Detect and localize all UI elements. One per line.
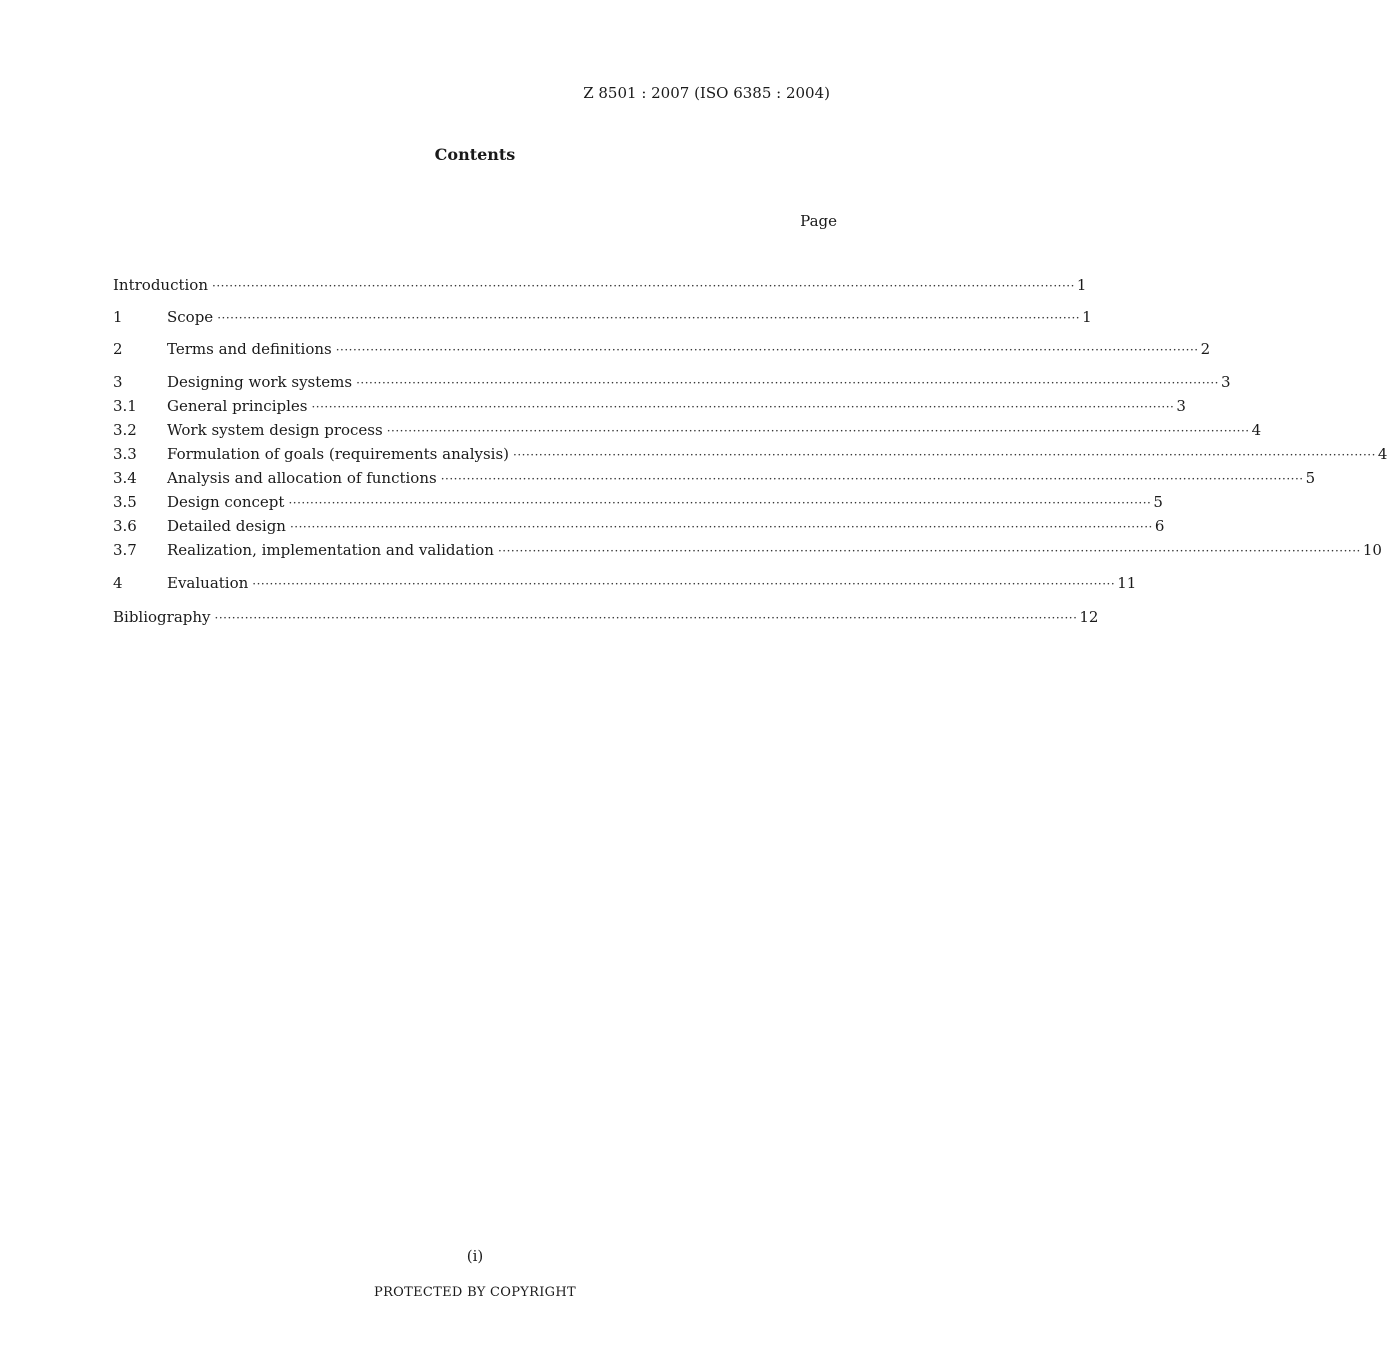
dot-leader: ········································································································································································································ xyxy=(356,376,1219,390)
dot-leader: ········································································································································································································ xyxy=(289,520,1153,534)
toc-entry-page: 11 xyxy=(1117,574,1137,592)
copyright-notice: PROTECTED BY COPYRIGHT xyxy=(374,1285,576,1300)
toc-entry-analysis-allocation[interactable] xyxy=(113,467,1316,489)
toc-entry-number: 3.1 xyxy=(113,397,137,415)
contents-heading: Contents xyxy=(434,145,516,164)
toc-entry-title: Bibliography xyxy=(113,608,211,626)
toc-entry-number: 3.6 xyxy=(113,517,137,535)
dot-leader: ········································································································································································································ xyxy=(252,577,1116,591)
toc-entry-formulation-of-goals[interactable] xyxy=(113,443,1387,465)
toc-entry-number: 1 xyxy=(113,308,123,326)
toc-entry-title: Design concept xyxy=(167,493,285,511)
toc-entry-evaluation[interactable] xyxy=(113,572,1137,594)
dot-leader: ········································································································································································································ xyxy=(288,496,1152,510)
toc-entry-design-concept[interactable] xyxy=(113,491,1163,513)
toc-entry-title: Formulation of goals (requirements analysis) xyxy=(167,445,510,463)
page-column-label: Page xyxy=(800,212,837,230)
toc-entry-general-principles[interactable] xyxy=(113,395,1186,417)
toc-entry-introduction[interactable] xyxy=(113,274,1087,296)
toc-entry-page: 4 xyxy=(1251,421,1262,439)
toc-entry-title: Designing work systems xyxy=(167,373,353,391)
document-identifier: Z 8501 : 2007 (ISO 6385 : 2004) xyxy=(583,84,830,102)
toc-entry-number: 3.2 xyxy=(113,421,137,439)
toc-entry-title: Analysis and allocation of functions xyxy=(167,469,437,487)
toc-entry-terms[interactable] xyxy=(113,338,1211,360)
toc-entry-detailed-design[interactable] xyxy=(113,515,1165,537)
toc-entry-page: 3 xyxy=(1176,397,1186,415)
toc-entry-page: 3 xyxy=(1220,373,1231,391)
dot-leader: ········································································································································································································ xyxy=(311,400,1175,414)
dot-leader: ········································································································································································································ xyxy=(214,611,1078,625)
dot-leader: ········································································································································································································ xyxy=(497,544,1361,558)
toc-entry-page: 2 xyxy=(1200,340,1211,358)
toc-entry-number: 2 xyxy=(113,340,123,358)
dot-leader: ········································································································································································································ xyxy=(386,424,1250,438)
toc-entry-scope[interactable] xyxy=(113,306,1092,328)
toc-entry-number: 3.3 xyxy=(113,445,137,463)
toc-entry-page: 5 xyxy=(1153,493,1163,511)
toc-entry-number: 3.5 xyxy=(113,493,137,511)
toc-entry-designing-work-systems[interactable] xyxy=(113,371,1231,393)
toc-entry-title: Work system design process xyxy=(167,421,383,439)
toc-entry-title: Scope xyxy=(167,308,214,326)
dot-leader: ········································································································································································································ xyxy=(513,448,1376,462)
dot-leader: ········································································································································································································ xyxy=(217,311,1081,325)
dot-leader: ········································································································································································································ xyxy=(335,343,1199,357)
dot-leader: ········································································································································································································ xyxy=(212,279,1075,293)
toc-entry-page: 12 xyxy=(1079,608,1099,626)
toc-entry-page: 1 xyxy=(1082,308,1092,326)
toc-entry-number: 3 xyxy=(113,373,123,391)
toc-entry-title: Realization, implementation and validation xyxy=(167,541,494,559)
toc-entry-bibliography[interactable] xyxy=(113,606,1099,628)
toc-entry-page: 10 xyxy=(1362,541,1382,559)
toc-entry-title: Evaluation xyxy=(167,574,249,592)
toc-entry-page: 4 xyxy=(1377,445,1387,463)
toc-entry-realization[interactable] xyxy=(113,539,1382,561)
toc-entry-number: 4 xyxy=(113,574,123,592)
page-number: (i) xyxy=(466,1247,484,1265)
toc-entry-title: Detailed design xyxy=(167,517,286,535)
toc-entry-number: 3.4 xyxy=(113,469,137,487)
toc-entry-title: Introduction xyxy=(113,276,208,294)
toc-entry-page: 5 xyxy=(1305,469,1316,487)
dot-leader: ········································································································································································································ xyxy=(440,472,1304,486)
toc-entry-title: General principles xyxy=(167,397,308,415)
toc-entry-page: 6 xyxy=(1154,517,1165,535)
toc-entry-title: Terms and definitions xyxy=(167,340,332,358)
toc-entry-number: 3.7 xyxy=(113,541,137,559)
toc-entry-work-system-design-process[interactable] xyxy=(113,419,1262,441)
toc-entry-page: 1 xyxy=(1076,276,1087,294)
